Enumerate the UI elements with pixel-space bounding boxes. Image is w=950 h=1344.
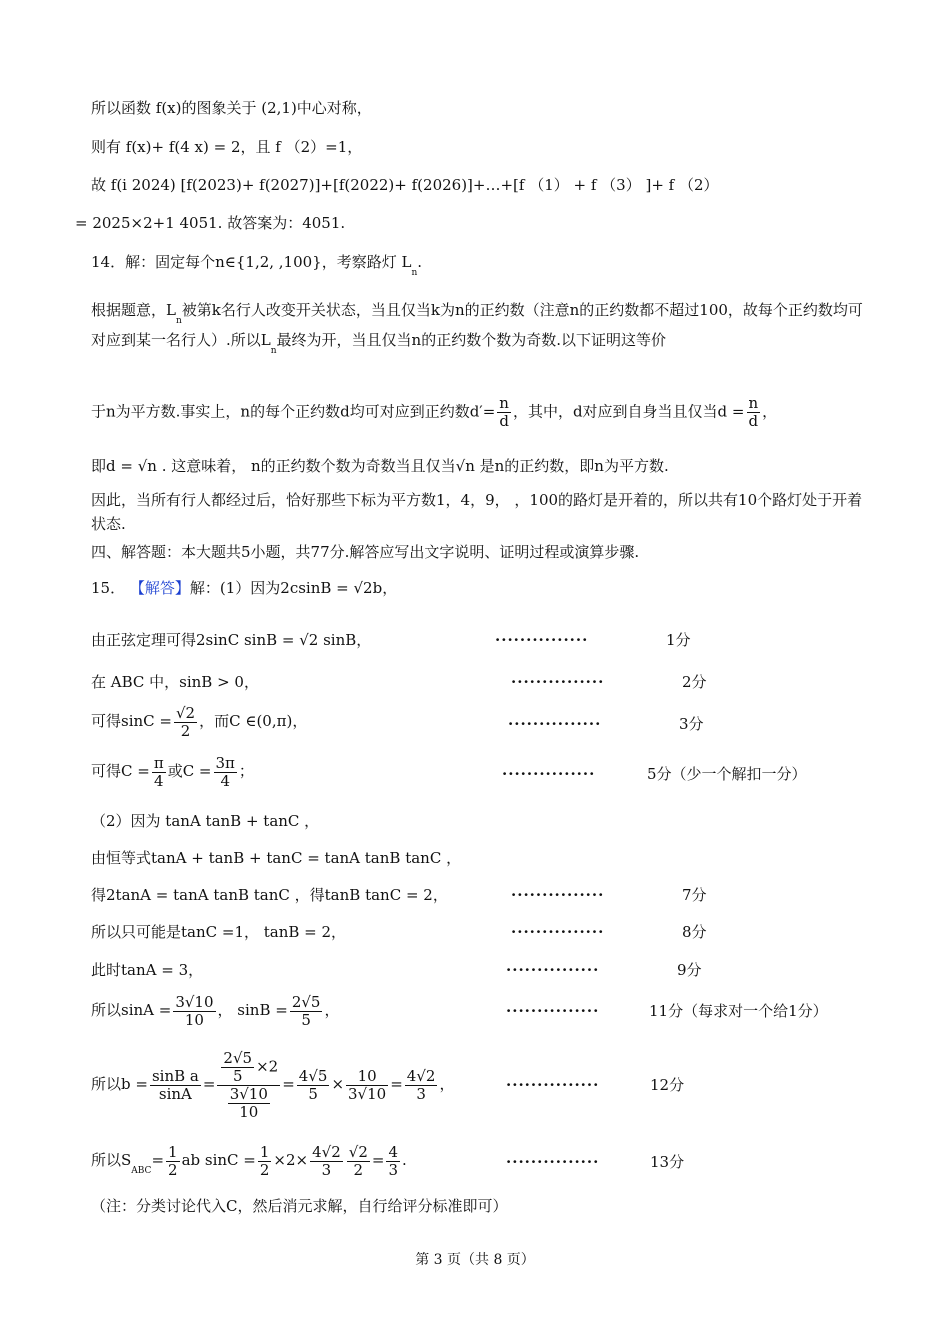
score-dots: ···············: [506, 961, 600, 979]
s4-a: 可得C =: [91, 762, 150, 780]
p15-text: 解：(1）因为2csinB = √2b，: [189, 579, 398, 597]
s12-d: ×2×: [273, 1151, 309, 1169]
step-sinc-value: [91, 704, 307, 740]
score-dots: ···············: [506, 1002, 600, 1020]
step-sinb-positive: 在 ABC 中，sinB > 0，: [91, 673, 259, 691]
score-dots: ···············: [511, 673, 605, 691]
frac-pi-over-4: $\frac{\pi}{4}$: [153, 753, 164, 790]
p14-para-L: L: [166, 301, 176, 319]
frac-4sqrt2-over-3: $\frac{4√2}{3}$: [406, 1066, 436, 1103]
step-tan-identity: 由恒等式tanA + tanB + tanC = tanA tanB tanC ，: [91, 849, 462, 867]
s10-a: 所以sinA =: [91, 1001, 172, 1019]
frac-sinb-a-over-sina: $\frac{\text{sinB a}}{\sin A}$: [151, 1066, 199, 1103]
line-function-sum: 则有 f(x)+ f(4 x) = 2，且 f （2）=1，: [91, 138, 363, 156]
s11-eq3: =: [390, 1075, 403, 1093]
line-center-symmetry: 所以函数 f(x)的图象关于 (2,1)中心对称，: [91, 99, 372, 117]
s4-c: ；: [238, 762, 254, 780]
s12-e: =: [371, 1151, 385, 1169]
frac-sqrt2-over-2-b: $\frac{√2}{2}$: [348, 1142, 368, 1179]
score-9: 9分: [677, 961, 702, 979]
step-sine-law: 由正弦定理可得2sinC sinB = √2 sinB，: [91, 631, 372, 649]
s12-c: ab sinC =: [181, 1151, 256, 1169]
frac-n-over-d-2: $\frac{n}{d}$: [748, 394, 759, 430]
page-footer: 第 3 页（共 8 页）: [415, 1252, 535, 1268]
line-square-equiv: [91, 395, 777, 430]
problem-14-paragraph: [91, 297, 866, 357]
frac-n-over-d: $\frac{n}{d}$: [499, 394, 509, 430]
score-dots: ···············: [502, 765, 596, 783]
score-11: 11分（每求对一个给1分）: [649, 1002, 828, 1020]
score-dots: ···············: [511, 886, 605, 904]
score-5: 5分（少一个解扣一分）: [647, 765, 807, 783]
step-area: [91, 1136, 407, 1187]
score-dots: ···············: [511, 923, 605, 941]
frac-10-over-3sqrt10: $\frac{10}{3√10}$: [348, 1066, 387, 1103]
score-dots: ···············: [495, 631, 589, 649]
problem-15-intro: [91, 578, 397, 598]
line-series-sum: 故 f(i 2024) [f(2023)+ f(2027)]+[f(2022)+ f(2026)]+…+[f （1） + f （3） ]+ f （2）: [91, 176, 719, 194]
score-8: 8分: [682, 923, 707, 941]
s11-end: ，: [439, 1075, 455, 1093]
p14-para-c: 最终为开，当且仅当n的正约数个数为奇数.以下证明这等价: [276, 331, 666, 349]
score-2: 2分: [682, 673, 707, 691]
frac-4-over-3: $\frac{4}{3}$: [388, 1142, 398, 1179]
frac-2sqrt5-over-5: $\frac{2√5}{5}$: [291, 992, 321, 1029]
score-dots: ···············: [508, 715, 602, 733]
step-part2-given: （2）因为 tanA tanB + tanC ，: [91, 812, 320, 830]
s10-c: ，: [324, 1001, 340, 1019]
s12-f: .: [402, 1151, 407, 1169]
p14-para-sub: n: [175, 316, 182, 326]
s12-b: =: [151, 1151, 165, 1169]
l8-c: ，: [762, 402, 778, 421]
p14-para-L2: L: [260, 331, 271, 349]
frac-1-over-2: $\frac{1}{2}$: [168, 1142, 178, 1179]
s11-eq2: =: [282, 1075, 295, 1093]
frac-4sqrt5-over-5: $\frac{4√5}{5}$: [298, 1066, 328, 1103]
p14-para-a: 根据题意，: [91, 301, 167, 319]
score-1: 1分: [666, 631, 691, 649]
score-dots: ···············: [506, 1076, 600, 1094]
frac-sqrt2-over-2: $\frac{√2}{2}$: [175, 703, 196, 740]
complex-fraction: [217, 1050, 280, 1121]
step-tana: 此时tanA = 3，: [91, 961, 204, 979]
step-b-value: [91, 1041, 454, 1127]
section-heading-4: 四、解答题：本大题共5小题，共77分.解答应写出文字说明、证明过程或演算步骤.: [91, 543, 640, 561]
p14-text: 14．解：固定每个n∈{1,2, ,100}，考察路灯 L: [91, 253, 412, 271]
p14-para-b: 被第k名行人改变开关状态，当且仅当k为n的正约数（注意n的正约数都不超过100，故每个正约数均可对应到某一名行人）.所以: [91, 301, 863, 349]
p14-end: .: [417, 253, 423, 271]
s4-b: 或C =: [167, 762, 212, 780]
s10-b: ， sinB =: [217, 1001, 288, 1019]
answer-tag: 【解答】: [129, 579, 190, 597]
line-sqrt-n: 即d = √n . 这意味着， n的正约数个数为奇数当且仅当√n 是n的正约数，即n为平方数.: [91, 457, 669, 475]
frac-3sqrt10-over-10-inner: $\frac{3√10}{10}$: [229, 1084, 268, 1121]
paragraph-conclusion: 因此，当所有行人都经过后，恰好那些下标为平方数1，4，9， ，100的路灯是开着的，所以共有10个路灯处于开着状态.: [91, 491, 863, 533]
s11-times: ×: [331, 1075, 345, 1093]
step-tanb-tanc: 得2tanA = tanA tanB tanC ，得tanB tanC = 2，: [91, 886, 448, 904]
frac-3pi-over-4: $\frac{3\pi}{4}$: [215, 753, 235, 790]
score-7: 7分: [682, 886, 707, 904]
score-13: 13分: [650, 1153, 685, 1171]
s11-x2: ×2: [256, 1057, 279, 1075]
score-dots: ···············: [506, 1153, 600, 1171]
frac-2sqrt5-over-5-inner: $\frac{2√5}{5}$: [223, 1048, 253, 1085]
score-3: 3分: [679, 715, 704, 733]
step-tan-values: 所以只可能是tanC =1， tanB = 2，: [91, 923, 347, 941]
frac-1-over-2-b: $\frac{1}{2}$: [259, 1142, 270, 1179]
step-c-values: [91, 754, 254, 790]
s11-eq: =: [202, 1075, 216, 1093]
s12-sub: ABC: [131, 1166, 152, 1176]
p15-num: 15．: [91, 579, 130, 597]
s3-b: ，而C ∈(0,π)，: [199, 712, 308, 730]
s3-a: 可得sinC =: [91, 712, 172, 730]
line-answer-4051: = 2025×2+1 4051. 故答案为：4051.: [75, 214, 346, 232]
l8-a: 于n为平方数.事实上，n的每个正约数d均可对应到正约数d′=: [91, 402, 496, 421]
s12-a: 所以S: [91, 1151, 132, 1169]
grading-note: （注：分类讨论代入C，然后消元求解，自行给评分标准即可）: [91, 1197, 508, 1215]
frac-3sqrt10-over-10: $\frac{3√10}{10}$: [175, 992, 214, 1029]
frac-4sqrt2-over-3-b: $\frac{4√2}{3}$: [312, 1142, 341, 1179]
p14-sub: n: [411, 268, 418, 278]
l8-b: ，其中，d对应到自身当且仅当d =: [512, 402, 745, 421]
score-12: 12分: [650, 1076, 685, 1094]
s11-a: 所以b =: [91, 1075, 148, 1093]
problem-14-intro: [91, 252, 423, 278]
step-sina-sinb: [91, 990, 340, 1030]
p14-para-sub2: n: [270, 346, 277, 356]
